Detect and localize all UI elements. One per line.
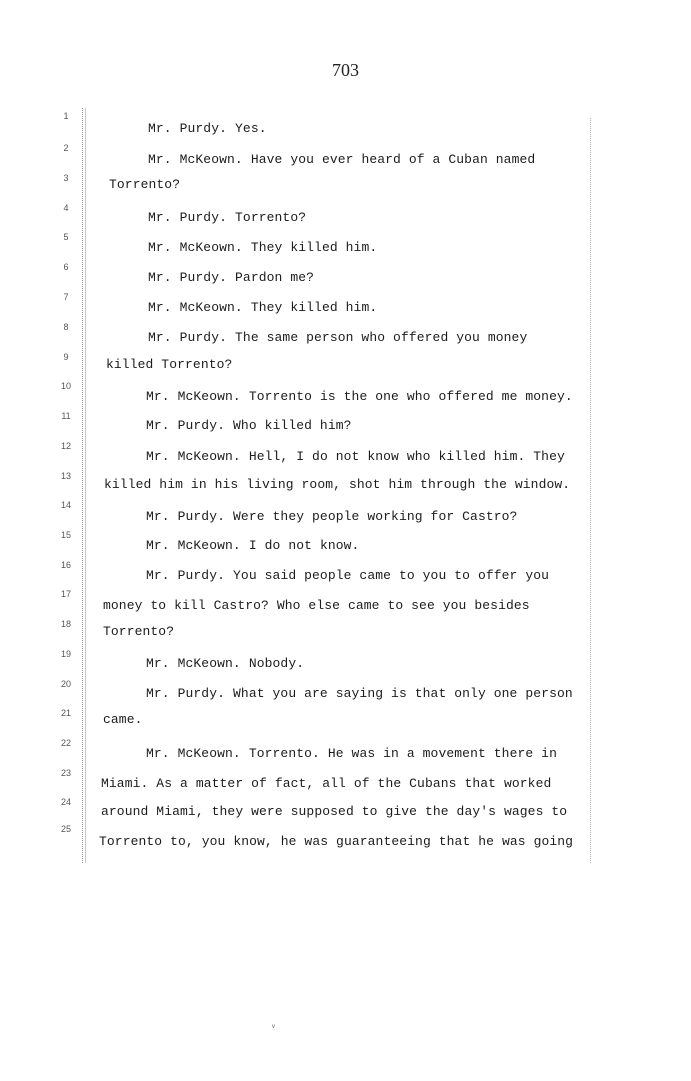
transcript-line: [101, 776, 551, 791]
line-number: 15: [60, 530, 71, 540]
right-margin-rule: [590, 118, 592, 863]
spoken-text: Were they people working for Castro?: [233, 509, 518, 524]
line-number: 2: [63, 143, 69, 153]
transcript-line: [146, 418, 352, 433]
speaker-name: Mr. McKeown.: [146, 449, 241, 464]
line-number: 24: [60, 797, 71, 807]
transcript-line: [103, 712, 143, 727]
line-number: 17: [60, 589, 71, 599]
transcript-line: [148, 330, 527, 345]
line-number: 18: [60, 619, 71, 629]
transcript-line: [103, 598, 530, 613]
line-number: 4: [63, 203, 69, 213]
spoken-text: I do not know.: [248, 538, 360, 553]
spoken-text: Torrento to, you know, he was guaranteeing that he was going: [99, 834, 574, 849]
spoken-text: Torrento is the one who offered me money.: [248, 389, 573, 404]
transcript-line: [146, 509, 517, 524]
spoken-text: You said people came to you to offer you: [233, 568, 550, 583]
transcript-line: [109, 177, 180, 192]
spoken-text: Nobody.: [248, 656, 305, 671]
line-number: 1: [63, 111, 69, 121]
transcript-line: [148, 300, 377, 315]
speaker-name: Mr. Purdy.: [146, 418, 226, 433]
line-number: 11: [61, 411, 71, 421]
speaker-name: Mr. Purdy.: [148, 121, 228, 136]
line-number: 16: [60, 560, 71, 570]
spoken-text: Torrento?: [103, 624, 175, 639]
line-number: 25: [60, 824, 71, 834]
speaker-name: Mr. Purdy.: [146, 686, 226, 701]
transcript-line: [103, 624, 174, 639]
speaker-name: Mr. McKeown.: [148, 300, 243, 315]
speaker-name: Mr. Purdy.: [146, 568, 226, 583]
speaker-name: Mr. McKeown.: [146, 389, 241, 404]
spoken-text: Miami. As a matter of fact, all of the Cubans that worked: [101, 776, 552, 791]
transcript-line: [148, 270, 314, 285]
line-number: 8: [63, 322, 69, 332]
transcript-line: [99, 834, 573, 849]
spoken-text: came.: [103, 712, 143, 727]
transcript-line: [148, 240, 377, 255]
line-number: 13: [60, 471, 71, 481]
transcript-line: [104, 477, 570, 492]
line-number: 20: [60, 679, 71, 689]
line-number: 7: [63, 292, 69, 302]
transcript-line: [146, 746, 557, 761]
line-number: 19: [60, 649, 71, 659]
transcript-line: [146, 656, 304, 671]
line-number: 6: [63, 262, 69, 272]
speaker-name: Mr. McKeown.: [146, 656, 241, 671]
line-number: 5: [63, 232, 69, 242]
transcript-line: [146, 686, 573, 701]
spoken-text: They killed him.: [250, 240, 378, 255]
speaker-name: Mr. Purdy.: [148, 210, 228, 225]
line-number: 21: [60, 708, 71, 718]
spoken-text: Have you ever heard of a Cuban named: [250, 152, 536, 167]
spoken-text: Yes.: [235, 121, 267, 136]
line-number: 3: [63, 173, 69, 183]
spoken-text: Pardon me?: [235, 270, 315, 285]
spoken-text: Torrento?: [109, 177, 181, 192]
spoken-text: They killed him.: [250, 300, 378, 315]
spoken-text: Torrento. He was in a movement there in: [248, 746, 557, 761]
line-number: 9: [63, 352, 69, 362]
left-margin-rule-inner: [85, 108, 87, 863]
speaker-name: Mr. McKeown.: [148, 152, 243, 167]
transcript-line: [146, 389, 573, 404]
transcript-line: [148, 121, 267, 136]
spoken-text: killed him in his living room, shot him through the window.: [104, 477, 571, 492]
spoken-text: killed Torrento?: [106, 357, 233, 372]
speaker-name: Mr. McKeown.: [148, 240, 243, 255]
transcript-line: [106, 357, 232, 372]
line-number: 14: [60, 500, 71, 510]
spoken-text: Who killed him?: [233, 418, 352, 433]
line-number: 12: [60, 441, 71, 451]
speaker-name: Mr. McKeown.: [146, 746, 241, 761]
spoken-text: What you are saying is that only one person: [233, 686, 573, 701]
line-number: 22: [60, 738, 71, 748]
spoken-text: The same person who offered you money: [235, 330, 528, 345]
speaker-name: Mr. Purdy.: [146, 509, 226, 524]
transcript-line: [146, 449, 565, 464]
stray-mark: ᵛ: [272, 1022, 275, 1032]
transcript-line: [148, 152, 535, 167]
line-number: 10: [60, 381, 71, 391]
spoken-text: money to kill Castro? Who else came to see you besides: [103, 598, 530, 613]
line-number: 23: [60, 768, 71, 778]
transcript-line: [146, 538, 359, 553]
page-number: 703: [332, 60, 359, 80]
transcript-line: [146, 568, 549, 583]
speaker-name: Mr. Purdy.: [148, 330, 228, 345]
spoken-text: Hell, I do not know who killed him. They: [248, 449, 565, 464]
speaker-name: Mr. Purdy.: [148, 270, 228, 285]
speaker-name: Mr. McKeown.: [146, 538, 241, 553]
spoken-text: Torrento?: [235, 210, 307, 225]
spoken-text: around Miami, they were supposed to give the day's wages to: [101, 804, 568, 819]
transcript-line: [101, 804, 567, 819]
left-margin-rule: [82, 108, 84, 863]
transcript-line: [148, 210, 306, 225]
